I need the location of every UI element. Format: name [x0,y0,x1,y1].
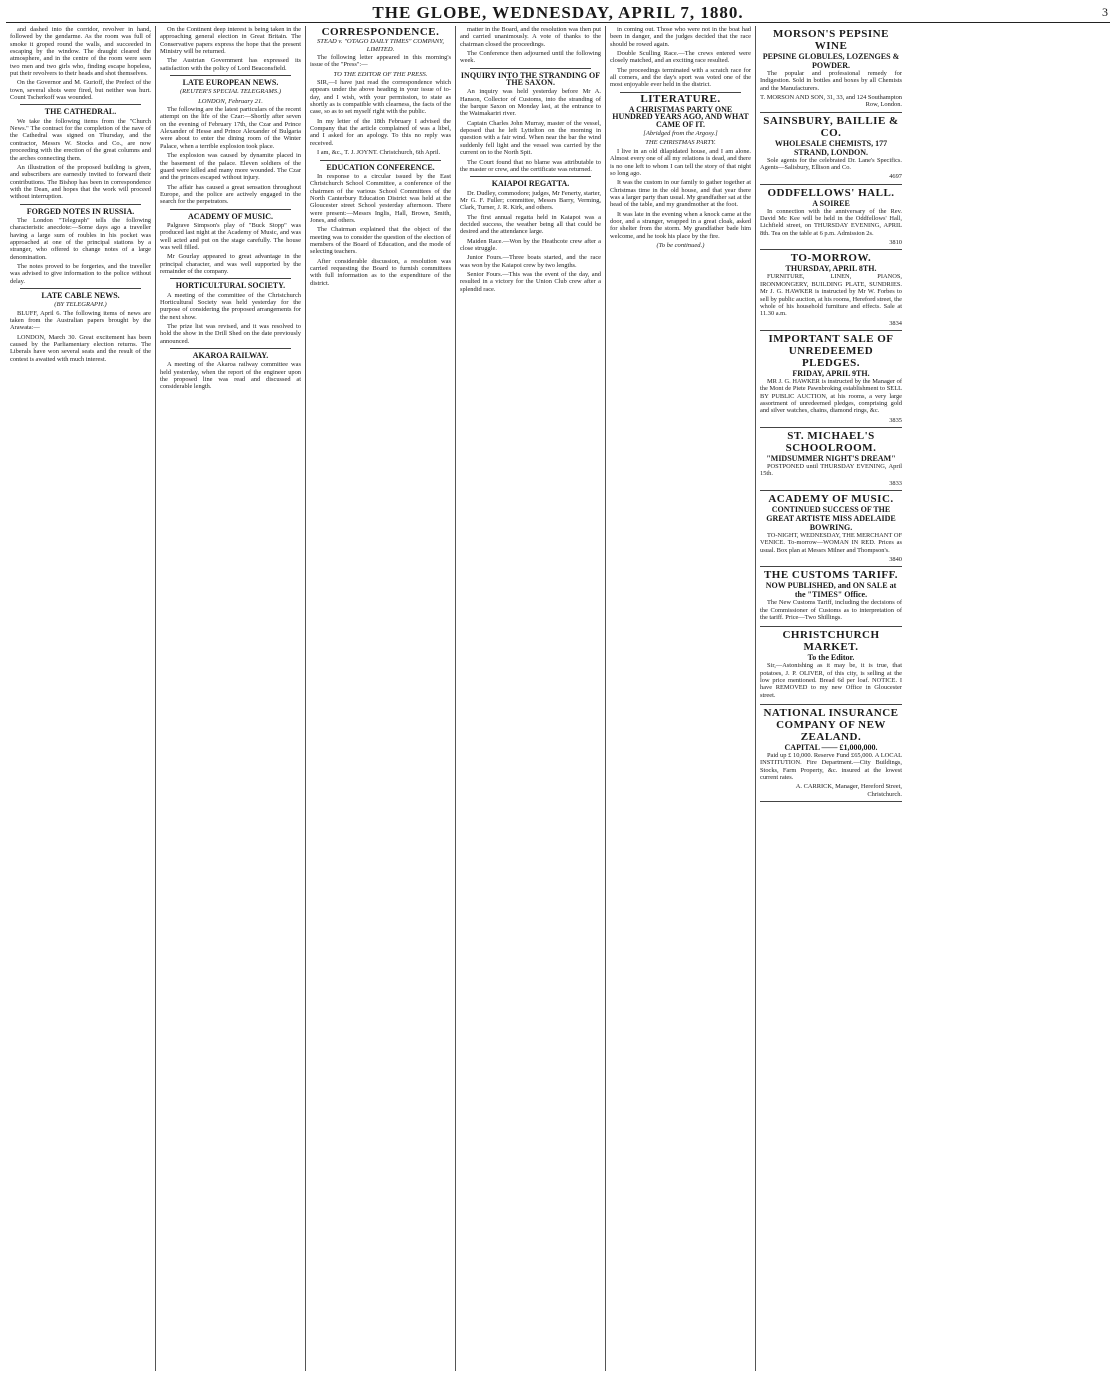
ad-title: NATIONAL INSURANCE COMPANY OF NEW ZEALAND. [763,707,899,744]
paragraph: An illustration of the proposed building is given, and subscribers are earnestly invited to forward their contributions. The Bishop has been in correspondence with the Dean, and hopes that the work will proceed without interruption. [10,163,151,201]
advertisement [760,185,902,251]
ad-body: Sir,—Astonishing as it may be, it is true, that potatoes, J. P. OLIVER, of this city, is selling at the low price mentioned. Bread 6d per loaf. NOTICE. I have REMOVED to my new Office in Gloucester street. [760,662,902,699]
page-number: 3 [1102,5,1108,19]
ad-subtitle: FRIDAY, APRIL 9TH. [792,368,870,378]
columns-container [6,26,1110,1371]
ad-signature: 3834 [889,319,902,327]
signature: I am, &c., T. J. JOYNT. Christchurch, 6th April. [317,149,441,157]
ad-subtitle: "MIDSUMMER NIGHT'S DREAM" [766,453,896,463]
ad-subtitle: CONTINUED SUCCESS OF THE GREAT ARTISTE MISS ADELAIDE BOWRING. [766,504,896,532]
ad-signature: T. MORSON AND SON, 31, 33, and 124 Southampton Row, London. [760,94,902,109]
divider [170,209,291,210]
paragraph: and dashed into the corridor, revolver in hand, followed by the gendarme. As the room was full of smoke it groped round the walls, and succeeded in escaping by the window. The draught cleared the atmosphere, and in the centre of the room were seen two men and two girls who, finding escape hopeless, put their revolvers to their heads and shot themselves. [10,26,151,78]
section-heading-large: CORRESPONDENCE. [321,26,440,38]
advertisement [760,26,902,113]
ad-body: Paid up £ 10,000. Reserve Fund £65,000. A LOCAL INSTITUTION. Fire Department.—City Buildings, Stocks, Farm Property, &c. insured at the lowest current rates. [760,752,902,782]
paragraph: In my letter of the 18th February I advised the Company that the article complained of was a libel, and I asked for an apology. To this no reply was received. [310,117,451,147]
paragraph: The prize list was revised, and it was resolved to hold the show in the Drill Shed on the date previously announced. [160,323,301,345]
paragraph: The following letter appeared in this morning's issue of the "Press":— [310,54,451,69]
ad-signature: 3835 [889,416,902,424]
paragraph: The Conference then adjourned until the following week. [460,50,601,65]
newspaper-title: THE GLOBE, WEDNESDAY, APRIL 7, 1880. [372,3,744,22]
paragraph: SIR,—I have just read the correspondence which appears under the above heading in your issue of to-day, and I wish, with your permission, to state as shortly as is compatible with clearness, the facts of the case, so as to set myself right with the public. [310,79,451,116]
ad-body: The popular and professional remedy for Indigestion. Sold in bottles and boxes by all Chemists and the Manufacturers. [760,70,902,92]
letter-salutation: TO THE EDITOR OF THE PRESS. [333,70,428,78]
paragraph: I live in an old dilapidated house, and I am alone. Almost every one of all my relations is dead, and there is no one left to whom I can tell the story of that night so long ago. [610,147,751,177]
masthead [6,4,1110,23]
ad-title: MORSON'S PEPSINE WINE [773,28,889,52]
ad-signature: 3833 [889,479,902,487]
paragraph: Junior Fours.—Three boats started, and the race was won by the Kaiapoi crew by two lengths. [460,254,601,269]
ad-subtitle: A SOIREE [812,198,850,208]
column-6-advertisements [756,26,906,1371]
advertisement [760,331,902,428]
ad-subtitle: WHOLESALE CHEMISTS, 177 STRAND, LONDON. [774,138,888,157]
story-title: A CHRISTMAS PARTY ONE HUNDRED YEARS AGO, AND WHAT CAME OF IT. [612,105,749,129]
section-heading: ACADEMY OF MUSIC. [188,211,273,221]
section-heading: INQUIRY INTO THE STRANDING OF THE SAXON. [460,70,601,88]
paragraph: The notes proved to be forgeries, and the traveller was advised to give information to the police without delay. [10,262,151,285]
paragraph: The proceedings terminated with a scratch race for all comers, and the day's sport was voted one of the most enjoyable ever held in the district. [610,66,751,89]
continued-note: (To be continued.) [656,241,705,249]
story-source: [Abridged from the Argosy.] [643,130,718,138]
section-heading: THE CATHEDRAL. [44,107,117,117]
section-heading: LATE EUROPEAN NEWS. [182,78,279,88]
section-subheading: (REUTER'S SPECIAL TELEGRAMS.) [179,88,282,96]
ad-body: Sole agents for the celebrated Dr. Lane's Specifics. Agents—Salisbury, Ellison and Co. [760,156,902,172]
ad-title: ODDFELLOWS' HALL. [767,186,895,199]
divider [320,160,441,161]
ad-title: ST. MICHAEL'S SCHOOLROOM. [785,429,877,454]
ad-subtitle: To the Editor. [807,653,855,663]
ad-subtitle: THURSDAY, APRIL 8TH. [785,264,877,274]
section-heading: EDUCATION CONFERENCE. [326,162,435,172]
paragraph: An inquiry was held yesterday before Mr A. Hanson, Collector of Customs, into the stranding of the barque Saxon on Monday last, at the entrance to the Waimakariri river. [460,88,601,118]
divider [470,176,591,177]
ad-signature: A. CARRICK, Manager, Hereford Street, Christchurch. [795,783,902,798]
paragraph: Double Sculling Race.—The crews entered were closely matched, and an exciting race resulted. [610,50,751,65]
paragraph: in coming out. Those who were not in the boat had been in danger, and the judges decided that the race should be rowed again. [610,26,751,48]
column-1 [6,26,156,1371]
section-heading: HORTICULTURAL SOCIETY. [175,281,286,291]
paragraph: Palgrave Simpson's play of "Buck Stopp" was produced last night at the Academy of Music, and was well acted and put on the stage carefully. The house was well filled. [160,221,301,251]
chapter-heading: THE CHRISTMAS PARTY. [645,139,716,147]
divider [20,204,141,205]
paragraph: BLUFF, April 6. The following items of news are taken from the Australian papers brought by the Arawata:— [10,309,151,332]
section-heading: AKAROA RAILWAY. [192,351,269,361]
column-3 [306,26,456,1371]
paragraph: Maiden Race.—Won by the Heathcote crew after a close struggle. [460,237,601,252]
ad-title: THE CUSTOMS TARIFF. [763,569,899,582]
paragraph: Dr. Dudley, commodore; judges, Mr Fenerty, starter, Mr G. F. Fuller; committee, Messrs Barry, Verming, Clark, Turner, J. R. Kirk, and others. [460,189,601,212]
advertisement [760,250,902,330]
ad-signature: 3810 [889,239,902,247]
ad-title: IMPORTANT SALE OF UNREDEEMED PLEDGES. [768,332,894,369]
column-5 [606,26,756,1371]
ad-subtitle: NOW PUBLISHED, and ON SALE at the "TIMES" Office. [765,581,897,600]
ad-subtitle: CAPITAL —— £1,000,000. [784,743,878,753]
paragraph: The first annual regatta held in Kaiapoi was a decided success, the weather being all that could be desired and the attendance large. [460,213,601,236]
divider [170,278,291,279]
paragraph: It was the custom in our family to gather together at Christmas time in the old house, and that year there was a larger party than usual. My grandfather sat at the head of the table, and my grandmother at the foot. [610,179,751,209]
divider [170,75,291,76]
advertisement [760,705,902,802]
divider [20,288,141,289]
newspaper-page [6,4,1110,1373]
divider [170,348,291,349]
ad-body: TO-NIGHT, WEDNESDAY, THE MERCHANT OF VENICE. To-morrow—WOMAN IN RED. Prices as usual. Box plan at Messrs Milner and Thompson's. [760,531,902,554]
paragraph: The Court found that no blame was attributable to the master or crew, and the certificate was returned. [460,158,601,173]
ad-body: The New Customs Tariff, including the decisions of the Commissioner of Customs as to interpretation of the tariff. Price—Two Shillings. [760,599,902,622]
section-heading-large: LITERATURE. [640,92,721,105]
ad-title: CHRISTCHURCH MARKET. [782,629,880,654]
paragraph: Senior Fours.—This was the event of the day, and resulted in a victory for the Union Club crew after a splendid race. [460,270,601,293]
ad-title: ACADEMY OF MUSIC. [768,492,894,505]
ad-signature: 4697 [889,173,902,181]
paragraph: The affair has caused a great sensation throughout Europe, and the police are actively engaged in the search for the perpetrators. [160,183,301,206]
paragraph: LONDON, March 30. Great excitement has been caused by the Parliamentary election returns. The Liberals have won several seats and the result of the contest is awaited with much interest. [10,333,151,363]
paragraph: It was late in the evening when a knock came at the door, and a stranger, wrapped in a great cloak, asked for shelter from the storm. My grandfather bade him welcome, and he took his place by the fire. [610,210,751,240]
paragraph: The explosion was caused by dynamite placed in the basement of the palace. Eleven soldiers of the guard were killed and many more wounded. The Czar and the princes escaped without injury. [160,152,301,182]
paragraph: matter in the Board, and the resolution was then put and carried unanimously. A vote of thanks to the chairman closed the proceedings. [460,26,601,48]
paragraph: On the Governor and M. Gurioff, the Prefect of the town, several shots were fired, but neither was hurt. Count Tscherkoff was wounded. [10,79,151,102]
ad-body: MR J. G. HAWKER is instructed by the Manager of the Mont de Piete Pawnbroking establishment to SELL BY PUBLIC AUCTION, at his rooms, a very large assortment of unredeemed pledges, comprising gold and silver watches, chains, diamond rings, &c. [760,377,902,415]
column-2 [156,26,306,1371]
paragraph: On the Continent deep interest is being taken in the approaching general election in Great Britain. The Conservative papers express the hope that the present Ministry will be returned. [160,26,301,56]
advertisement [760,627,902,705]
paragraph: Captain Charles John Murray, master of the vessel, deposed that he left Lyttelton on the morning in question with a fair wind. When near the bar the wind suddenly fell light and the vessel was carried by the current on to the North Spit. [460,119,601,157]
paragraph: The Austrian Government has expressed its satisfaction with the policy of Lord Beaconsfield. [160,57,301,72]
paragraph: The London "Telegraph" tells the following characteristic anecdote:—Some days ago a traveller having a large sum of roubles in his pocket was approached at one of the principal stations by a stranger, who offered to change notes of a large denomination. [10,216,151,261]
paragraph: The Chairman explained that the object of the meeting was to consider the question of the election of members of the Board of Education, and the mode of selecting teachers. [310,226,451,256]
paragraph: The following are the latest particulars of the recent attempt on the life of the Czar:—Shortly after seven on the evening of February 17th, the Czar and Prince Alexander of Hesse and Prince Alexander of Bulgaria were about to enter the dining room of the Winter Palace, when a terrible explosion took place. [160,106,301,150]
ad-signature: 3840 [889,556,902,563]
section-heading: KAIAPOI REGATTA. [491,179,570,189]
ad-body: In connection with the anniversary of the Rev. David Mc Kee will be held in the Oddfellows' Hall, Lichfield street, on THURSDAY EVENING, APRIL 8th. Tea on the table at 6 p.m. Admission 2s. [760,207,902,237]
paragraph: Mr Gourlay appeared to great advantage in the principal character, and was well supported by the remainder of the company. [160,253,301,275]
advertisement [760,113,902,185]
section-heading: FORGED NOTES IN RUSSIA. [26,206,135,216]
ad-title: SAINSBURY, BAILLIE & CO. [763,114,899,139]
paragraph: We take the following items from the "Church News." The contract for the completion of the nave of the Cathedral was signed on Thursday, and the contractor, Messrs W. Stocks and Co., are now proceeding with the erection of the great columns and the arches connecting them. [10,117,151,162]
ad-subtitle: PEPSINE GLOBULES, LOZENGES & POWDER. [762,52,900,70]
dateline: LONDON, February 21. [198,97,263,105]
divider [20,104,141,105]
ad-body: FURNITURE, LINEN, PIANOS, IRONMONGERY, BUILDING PLATE, SUNDRIES. Mr J. G. HAWKER is instructed by Mr W. Forbes to sell by public auction, at his rooms, Hereford street, the whole of his household furniture and effects. Sale at 11.30 a.m. [760,273,902,318]
column-4 [456,26,606,1371]
divider [470,68,591,69]
advertisement [760,567,902,627]
section-subheading: (BY TELEGRAPH.) [54,301,107,309]
paragraph: After considerable discussion, a resolution was carried requesting the Board to furnish committees with full information as to the expenditure of the district. [310,257,451,287]
paragraph: In response to a circular issued by the East Christchurch School Committee, a conference of the chairmen of the various School Committees of the North Canterbury Education District was held at the Gloucester street School yesterday afternoon. There were present:—Messrs Inglis, Hall, Brown, Smith, Jones, and others. [310,172,451,224]
ad-body: POSTPONED until THURSDAY EVENING, April 15th. [760,462,902,478]
section-heading: LATE CABLE NEWS. [41,291,120,300]
ad-title: TO-MORROW. [790,252,872,265]
paragraph: A meeting of the Akaroa railway committee was held yesterday, when the report of the engineer upon the proposed line was read and discussed at considerable length. [160,361,301,391]
advertisement [760,428,902,491]
advertisement [760,491,902,567]
paragraph: A meeting of the committee of the Christchurch Horticultural Society was held yesterday for the purpose of considering the proposed arrangements for the next show. [160,291,301,321]
section-subheading: STEAD v. "OTAGO DAILY TIMES" COMPANY, LIMITED. [317,38,444,53]
